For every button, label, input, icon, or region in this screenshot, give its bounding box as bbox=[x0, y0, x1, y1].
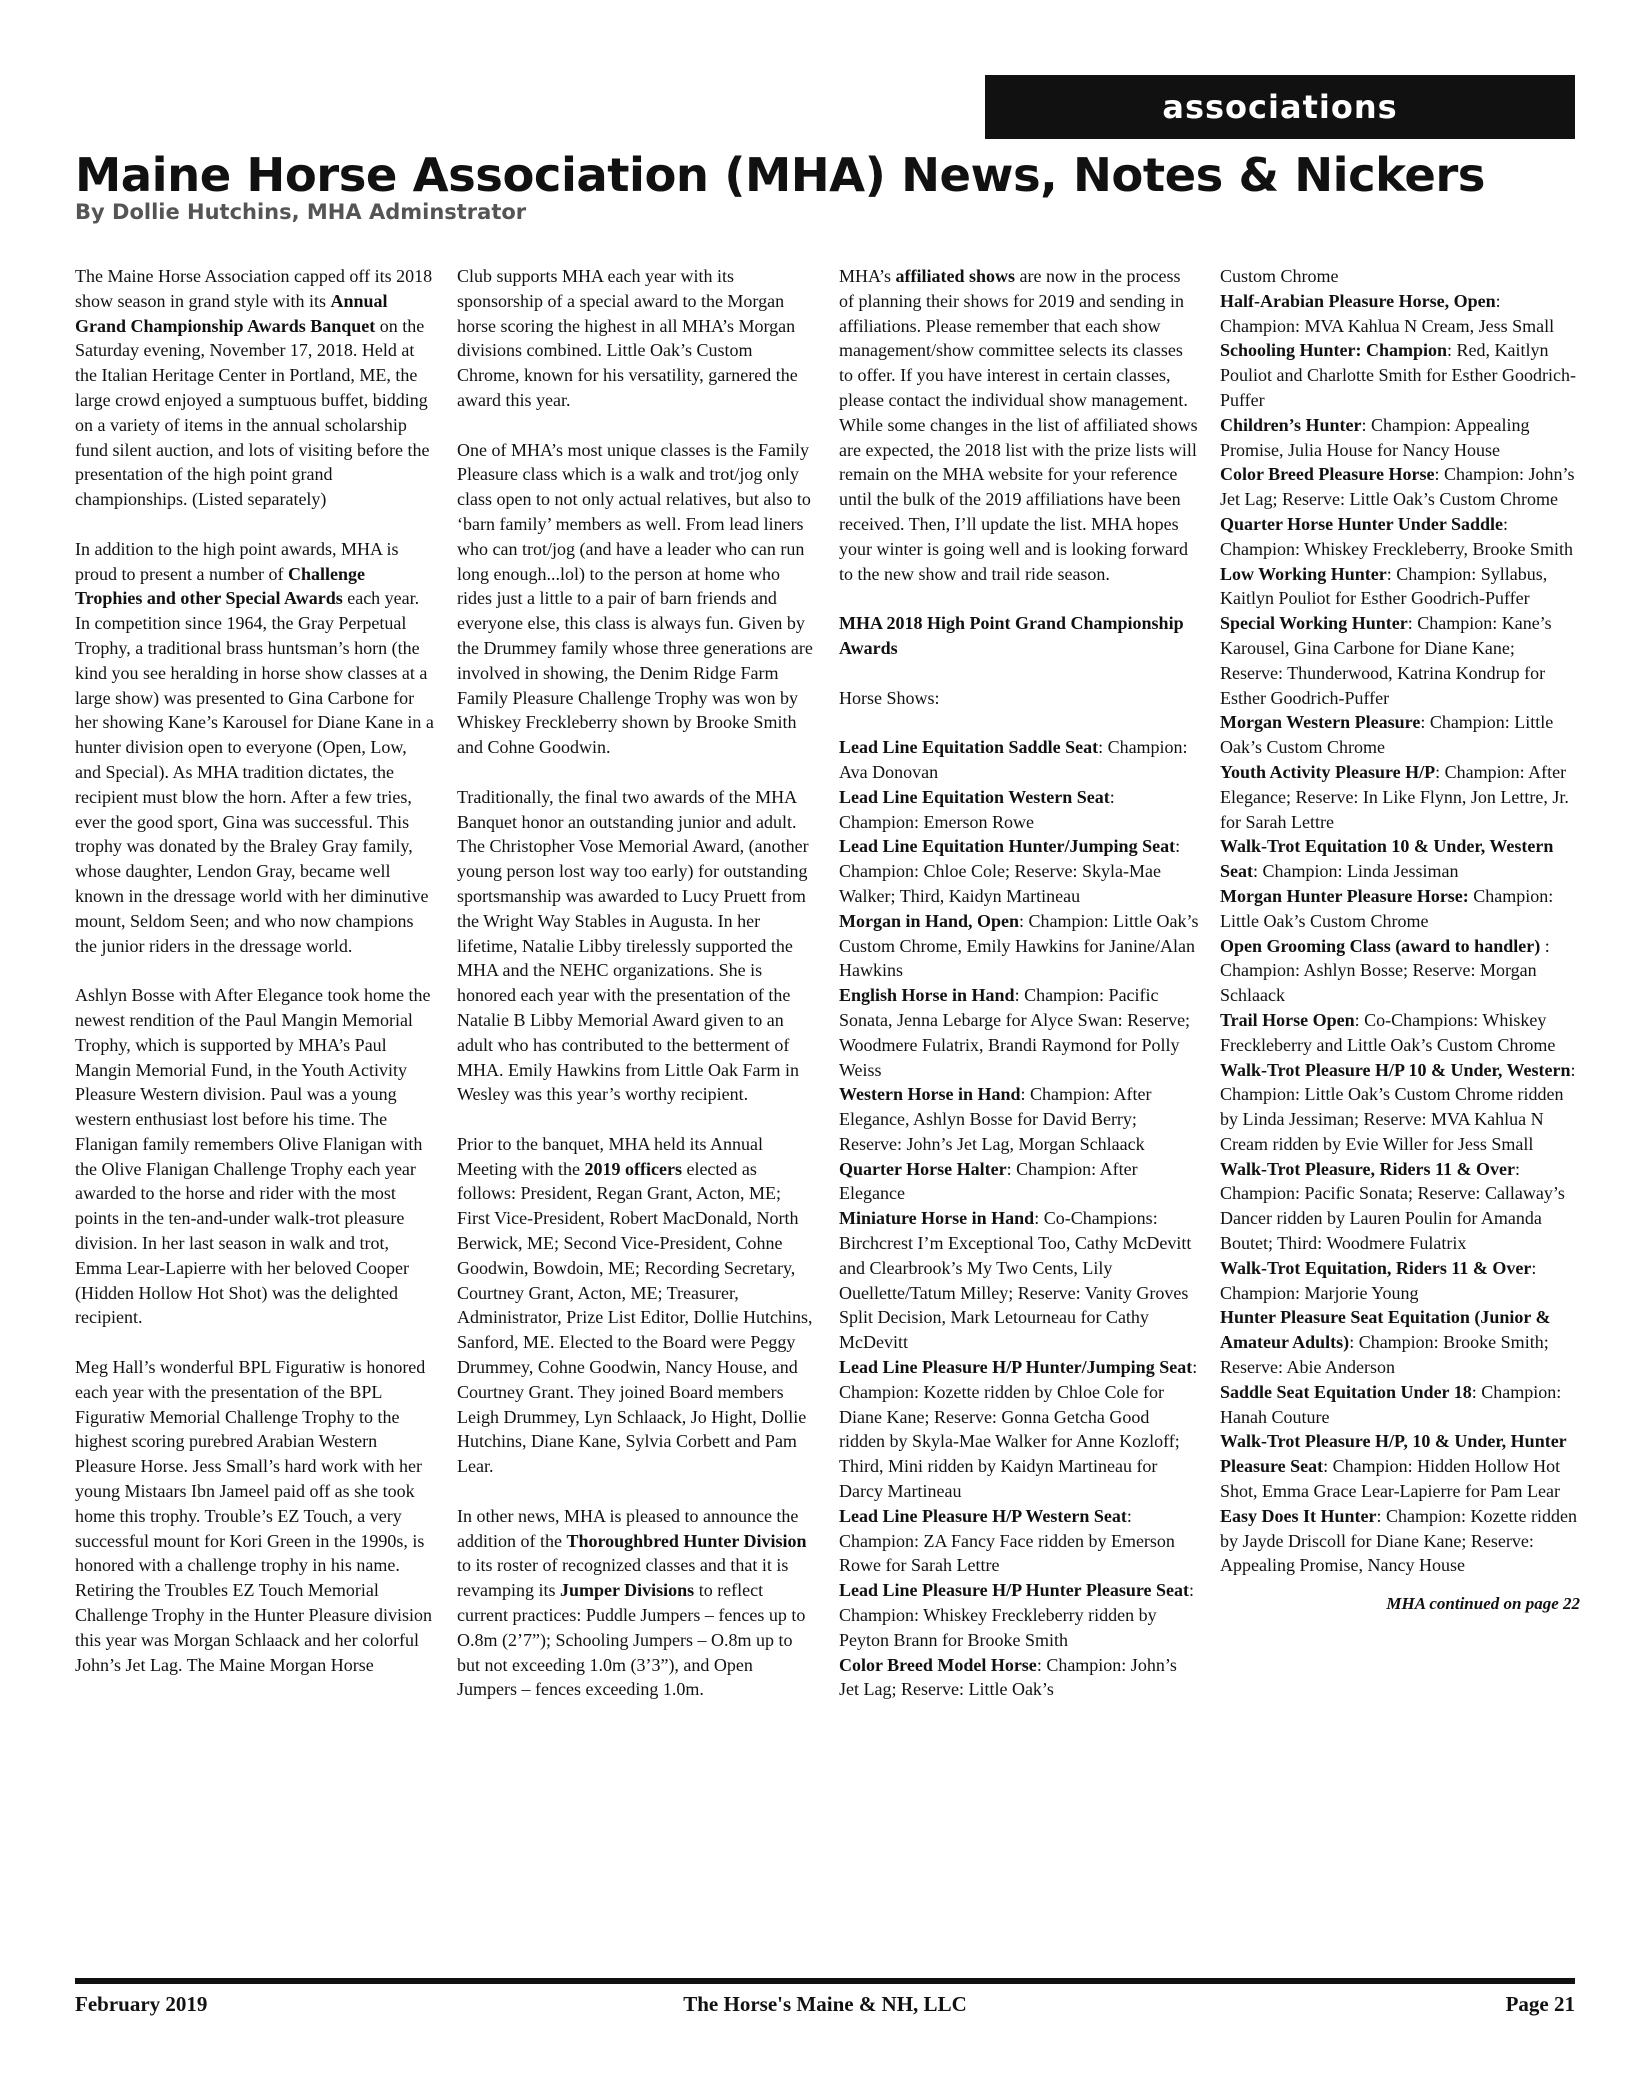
article-paragraph bbox=[75, 537, 435, 959]
text-run: : Champion: Marjorie Young bbox=[1220, 1257, 1537, 1303]
bold-run: Walk-Trot Pleasure, Riders 11 & Over bbox=[1220, 1158, 1515, 1179]
text-run: Champion: Little Oak’s Custom Chrome bbox=[1220, 885, 1554, 931]
award-entry bbox=[1220, 289, 1580, 339]
section-label: associations bbox=[985, 75, 1575, 139]
award-entry bbox=[1220, 710, 1580, 760]
text-run: In addition to the high point awards, MHA is proud to present a number of bbox=[75, 538, 399, 584]
award-entry bbox=[1220, 1008, 1580, 1058]
article-paragraph bbox=[457, 438, 817, 760]
bold-run: Low Working Hunter bbox=[1220, 563, 1387, 584]
bold-run: affiliated shows bbox=[895, 266, 1016, 286]
bold-run: Special Working Hunter bbox=[1220, 613, 1408, 634]
bold-run: Half-Arabian Pleasure Horse, Open bbox=[1220, 290, 1496, 311]
article-headline: Maine Horse Association (MHA) News, Notes & Nickers bbox=[75, 148, 1485, 202]
award-entry bbox=[1220, 611, 1580, 710]
article-paragraph bbox=[75, 264, 435, 512]
bold-run: Easy Does It Hunter bbox=[1220, 1505, 1377, 1526]
award-entry bbox=[1220, 884, 1580, 934]
text-run: : Champion: Ashlyn Bosse; Reserve: Morgan Schlaack bbox=[1220, 935, 1550, 1006]
text-run: : Champion: Linda Jessiman bbox=[1253, 861, 1459, 882]
text-run: Prior to the banquet, MHA held its Annual Meeting with the bbox=[457, 1133, 763, 1179]
award-entry bbox=[839, 1653, 1199, 1703]
bold-run: Lead Line Pleasure H/P Hunter/Jumping Seat bbox=[839, 1357, 1193, 1378]
text-run: : Champion: Syllabus, Kaitlyn Pouliot for Esther Goodrich-Puffer bbox=[1220, 563, 1548, 609]
award-entry bbox=[1220, 934, 1580, 1008]
text-run: Ashlyn Bosse with After Elegance took home the newest rendition of the Paul Mangin Memorial Trophy, which is supported by MHA’s Paul Mangin Memorial Fund, in the Youth Activity Pleasure Western division. Paul was a young western enthusiast lost before his time. The Flanigan family remembers Olive Flanigan with the Olive Flanigan Challenge Trophy each year awarded to the horse and rider with the most points in the ten-and-under walk-trot pleasure division. In her last season in walk and trot, Emma Lear-Lapierre with her beloved Cooper (Hidden Hollow Hot Shot) was the delighted recipient. bbox=[75, 985, 431, 1328]
bold-run: Lead Line Pleasure H/P Western Seat bbox=[839, 1505, 1127, 1526]
text-run: Custom Chrome bbox=[1220, 266, 1339, 286]
bold-run: Morgan Western Pleasure bbox=[1220, 712, 1421, 733]
bold-run: Lead Line Equitation Hunter/Jumping Seat bbox=[839, 836, 1176, 857]
award-entry bbox=[1220, 1058, 1580, 1157]
text-run: : Champion: After Elegance bbox=[839, 1158, 1138, 1204]
award-entry bbox=[839, 785, 1199, 835]
text-run: on the Saturday evening, November 17, 2018. Held at the Italian Heritage Center in Portland, ME, the large crowd enjoyed a sumptuous buffet, bidding on a variety of items in the annual scholarship fund silent auction, and lots of visiting before the presentation of the high point grand championships. (Listed separately) bbox=[75, 315, 430, 510]
text-run: One of MHA’s most unique classes is the Family Pleasure class which is a walk and trot/jog only class open to not only actual relatives, but also to ‘barn family’ members as well. From lead liners who can trot/jog (and have a leader who can run long enough...lol) to the person at home who rides just a little to a pair of barn friends and everyone else, this class is always fun. Given by the Drummey family whose three generations are involved in showing, the Denim Ridge Farm Family Pleasure Challenge Trophy was won by Whiskey Freckleberry shown by Brooke Smith and Cohne Goodwin. bbox=[457, 439, 813, 758]
text-run: Club supports MHA each year with its sponsorship of a special award to the Morgan horse scoring the highest in all MHA’s Morgan divisions combined. Little Oak’s Custom Chrome, known for his versatility, garnered the award this year. bbox=[457, 266, 798, 410]
bold-run: Children’s Hunter bbox=[1220, 414, 1362, 435]
bold-run: Hunter Pleasure Seat Equitation (Junior & Amateur Adults) bbox=[1220, 1307, 1551, 1353]
award-entry bbox=[1220, 413, 1580, 463]
bold-run: Walk-Trot Equitation, Riders 11 & Over bbox=[1220, 1257, 1532, 1278]
article-paragraph bbox=[75, 1355, 435, 1677]
award-entry bbox=[1220, 1380, 1580, 1430]
bold-run: Lead Line Equitation Saddle Seat bbox=[839, 737, 1099, 758]
award-entry bbox=[839, 909, 1199, 983]
award-entry bbox=[1220, 338, 1580, 412]
text-run: Traditionally, the final two awards of the MHA Banquet honor an outstanding junior and adult. The Christopher Vose Memorial Award, (another young person lost way too early) for outstanding sportsmanship was awarded to Lucy Pruett from the Wright Way Stables in Augusta. In her lifetime, Natalie Libby tirelessly supported the MHA and the NEHC organizations. She is honored each year with the presentation of the Natalie B Libby Memorial Award given to an adult who has contributed to the betterment of MHA. Emily Hawkins from Little Oak Farm in Wesley was this year’s worthy recipient. bbox=[457, 786, 809, 1105]
text-run: : Champion: Kozette ridden by Chloe Cole for Diane Kane; Reserve: Gonna Getcha Good ridden by Skyla-Mae Walker for Anne Kozloff; Third, Mini ridden by Kaidyn Martineau for Darcy Martineau bbox=[839, 1357, 1198, 1502]
article-paragraph bbox=[457, 264, 817, 413]
text-run: : Champion: Little Oak’s Custom Chrome bbox=[1220, 712, 1554, 758]
article-paragraph bbox=[839, 264, 1199, 586]
text-run: : Champion: Hidden Hollow Hot Shot, Emma Grace Lear-Lapierre for Pam Lear bbox=[1220, 1456, 1561, 1502]
award-entry bbox=[839, 1082, 1199, 1156]
text-run: : Champion: Little Oak’s Custom Chrome, Emily Hawkins for Janine/Alan Hawkins bbox=[839, 910, 1199, 981]
text-run: : Champion: Pacific Sonata; Reserve: Callaway’s Dancer ridden by Lauren Poulin for Amanda Boutet; Third: Woodmere Fulatrix bbox=[1220, 1158, 1565, 1254]
text-run: In other news, MHA is pleased to announce the addition of the bbox=[457, 1505, 799, 1551]
footer-page-number: Page 21 bbox=[1505, 1992, 1575, 2016]
bold-run: Quarter Horse Halter bbox=[839, 1158, 1007, 1179]
text-run: : Champion: After Elegance; Reserve: In Like Flynn, Jon Lettre, Jr. for Sarah Lettre bbox=[1220, 761, 1569, 832]
text-run: : Champion: Kozette ridden by Jayde Driscoll for Diane Kane; Reserve: Appealing Promise, Nancy House bbox=[1220, 1505, 1577, 1576]
text-run: : Champion: Little Oak’s Custom Chrome ridden by Linda Jessiman; Reserve: MVA Kahlua N Cream ridden by Evie Willer for Jess Small bbox=[1220, 1059, 1576, 1154]
article-paragraph bbox=[457, 1132, 817, 1479]
text-run: : Champion: Appealing Promise, Julia House for Nancy House bbox=[1220, 414, 1530, 460]
text-run: : Champion: Kane’s Karousel, Gina Carbone for Diane Kane; Reserve: Thunderwood, Katrina Kondrup for Esther Goodrich-Puffer bbox=[1220, 613, 1552, 708]
bold-run: Lead Line Equitation Western Seat bbox=[839, 786, 1110, 807]
awards-list-column-3 bbox=[839, 735, 1199, 1702]
footer-rule bbox=[75, 1978, 1575, 1984]
bold-run: Schooling Hunter: Champion bbox=[1220, 340, 1448, 361]
article-paragraph bbox=[75, 983, 435, 1330]
bold-run: Lead Line Pleasure H/P Hunter Pleasure Seat bbox=[839, 1580, 1189, 1601]
text-run: : Champion: Ava Donovan bbox=[839, 737, 1188, 782]
bold-run: Quarter Horse Hunter Under Saddle bbox=[1220, 513, 1503, 534]
award-entry bbox=[839, 1504, 1199, 1578]
award-entry bbox=[1220, 834, 1580, 884]
award-entry bbox=[1220, 1157, 1580, 1256]
text-run: Meg Hall’s wonderful BPL Figuratiw is honored each year with the presentation of the BPL Figuratiw Memorial Challenge Trophy to the highest scoring purebred Arabian Western Pleasure Horse. Jess Small’s hard work with her young Mistaars Ibn Jameel paid off as she took home this trophy. Trouble’s EZ Touch, a very successful mount for Kori Green in the 1990s, is honored with a challenge trophy in his name. Retiring the Troubles EZ Touch Memorial Challenge Trophy in the Hunter Pleasure division this year was Morgan Schlaack and her colorful John’s Jet Lag. The Maine Morgan Horse bbox=[75, 1357, 432, 1675]
text-run: : Champion: Whiskey Freckleberry, Brooke Smith bbox=[1220, 513, 1573, 559]
bold-run: Trail Horse Open bbox=[1220, 1009, 1355, 1030]
text-run: : Champion: After Elegance, Ashlyn Bosse for David Berry; Reserve: John’s Jet Lag, Morgan Schlaack bbox=[839, 1084, 1152, 1154]
text-run: : Champion: John’s Jet Lag; Reserve: Little Oak’s Custom Chrome bbox=[1220, 464, 1575, 510]
bold-run: Jumper Divisions bbox=[559, 1580, 695, 1601]
text-run: : Red, Kaitlyn Pouliot and Charlotte Smith for Esther Goodrich-Puffer bbox=[1220, 340, 1576, 410]
award-entry bbox=[1220, 562, 1580, 612]
bold-run: Morgan Hunter Pleasure Horse: bbox=[1220, 885, 1469, 906]
text-column-2 bbox=[457, 264, 817, 1702]
text-column-3 bbox=[839, 264, 1199, 1702]
bold-run: Walk-Trot Pleasure H/P 10 & Under, Western bbox=[1220, 1059, 1571, 1080]
award-entry bbox=[1220, 1256, 1580, 1306]
bold-run: Walk-Trot Equitation 10 & Under, Western Seat bbox=[1220, 836, 1554, 882]
text-run: The Maine Horse Association capped off its 2018 show season in grand style with its bbox=[75, 266, 433, 311]
text-run: : Champion: Whiskey Freckleberry ridden by Peyton Brann for Brooke Smith bbox=[839, 1580, 1195, 1650]
award-entry bbox=[1220, 462, 1580, 512]
bold-run: Walk-Trot Pleasure H/P, 10 & Under, Hunter Pleasure Seat bbox=[1220, 1431, 1567, 1477]
text-column-1 bbox=[75, 264, 435, 1677]
article-paragraph bbox=[457, 1504, 817, 1702]
bold-run: Morgan in Hand, Open bbox=[839, 910, 1020, 931]
bold-run: Saddle Seat Equitation Under 18 bbox=[1220, 1381, 1472, 1402]
bold-run: Western Horse in Hand bbox=[839, 1084, 1021, 1105]
footer-publication: The Horse's Maine & NH, LLC bbox=[683, 1992, 967, 2016]
text-run: : Champion: Brooke Smith; Reserve: Abie Anderson bbox=[1220, 1332, 1549, 1378]
footer-date: February 2019 bbox=[75, 1992, 208, 2016]
bold-run: Thoroughbred Hunter Division bbox=[566, 1530, 807, 1551]
bold-run: Miniature Horse in Hand bbox=[839, 1208, 1035, 1229]
text-run: : Champion: Pacific Sonata, Jenna Lebarge for Alyce Swan: Reserve; Woodmere Fulatrix, Brandi Raymond for Polly Weiss bbox=[839, 985, 1191, 1080]
text-run: : Champion: MVA Kahlua N Cream, Jess Small bbox=[1220, 290, 1555, 336]
award-entry bbox=[1220, 1429, 1580, 1503]
text-run: are now in the process of planning their shows for 2019 and sending in affiliations. Please remember that each show management/show committee selects its classes to offer. If you have interest in certain classes, please contact the individual show management. While some changes in the list of affiliated shows are expected, the 2018 list with the prize lists will remain on the MHA website for your reference until the bulk of the 2019 affiliations have been received. Then, I’ll update the list. MHA hopes your winter is going well and is looking forward to the new show and trail ride season. bbox=[839, 266, 1198, 584]
award-entry bbox=[1220, 1305, 1580, 1379]
text-column-4 bbox=[1220, 264, 1580, 1617]
award-entry bbox=[1220, 760, 1580, 834]
bold-run: Open Grooming Class (award to handler) bbox=[1220, 935, 1541, 956]
text-run: : Champion: Hanah Couture bbox=[1220, 1381, 1562, 1427]
text-run: : Champion: Chloe Cole; Reserve: Skyla-Mae Walker; Third, Kaidyn Martineau bbox=[839, 836, 1181, 906]
award-entry bbox=[839, 983, 1199, 1082]
text-run: : Co-Champions: Birchcrest I’m Exceptional Too, Cathy McDevitt and Clearbrook’s My Two Cents, Lily Ouellette/Tatum Milley; Reserve: Vanity Groves Split Decision, Mark Letourneau for Cathy McDevitt bbox=[839, 1208, 1192, 1353]
text-run: : Champion: Emerson Rowe bbox=[839, 786, 1115, 832]
text-run: : Co-Champions: Whiskey Freckleberry and Little Oak’s Custom Chrome bbox=[1220, 1009, 1556, 1055]
award-entry bbox=[839, 1206, 1199, 1355]
text-run: : Champion: John’s Jet Lag; Reserve: Little Oak’s bbox=[839, 1654, 1177, 1700]
article-paragraph bbox=[457, 785, 817, 1107]
text-run: elected as follows: President, Regan Grant, Acton, ME; First Vice-President, Robert MacDonald, North Berwick, ME; Second Vice-President, Cohne Goodwin, Bowdoin, ME; Recording Secretary, Courtney Grant, Acton, ME; Treasurer, Administrator, Prize List Editor, Dollie Hutchins, Sanford, ME. Elected to the Board were Peggy Drummey, Cohne Goodwin, Nancy House, and Courtney Grant. They joined Board members Leigh Drummey, Lyn Schlaack, Jo Hight, Dollie Hutchins, Diane Kane, Sylvia Corbett and Pam Lear. bbox=[457, 1158, 813, 1477]
awards-heading: MHA 2018 High Point Grand Championship Awards bbox=[839, 613, 1184, 658]
bold-run: 2019 officers bbox=[584, 1158, 682, 1179]
bold-run: Color Breed Model Horse bbox=[839, 1654, 1037, 1675]
article-byline: By Dollie Hutchins, MHA Adminstrator bbox=[75, 200, 527, 224]
text-run: to reflect current practices: Puddle Jumpers – fences up to O.8m (2’7”); Schooling Jumpers – O.8m up to but not exceeding 1.0m (3’3”), and Open Jumpers – fences exceeding 1.0m. bbox=[457, 1580, 806, 1700]
award-entry bbox=[1220, 1504, 1580, 1578]
continued-note: MHA continued on page 22 bbox=[1386, 1594, 1580, 1614]
award-entry bbox=[839, 1157, 1199, 1207]
text-run: each year. In competition since 1964, the Gray Perpetual Trophy, a traditional brass huntsman’s horn (the kind you see heralding in horse show classes at a large show) was presented to Gina Carbone for her showing Kane’s Karousel for Diane Kane in a hunter division open to everyone (Open, Low, and Special). As MHA tradition dictates, the recipient must blow the horn. After a few tries, ever the good sport, Gina was successful. This trophy was donated by the Braley Gray family, whose daughter, Lendon Gray, became well known in the dressage world with her diminutive mount, Seldom Seen; and who now champions the junior riders in the dressage world. bbox=[75, 588, 434, 956]
award-entry bbox=[839, 834, 1199, 908]
award-entry bbox=[839, 1578, 1199, 1652]
award-entry bbox=[839, 1355, 1199, 1504]
bold-run: Challenge Trophies and other Special Awards bbox=[75, 563, 365, 609]
bold-run: Annual Grand Championship Awards Banquet bbox=[75, 290, 388, 336]
affiliated-shows-paragraph bbox=[839, 264, 1199, 586]
bold-run: English Horse in Hand bbox=[839, 985, 1015, 1006]
text-run: to its roster of recognized classes and that it is revamping its bbox=[457, 1555, 789, 1601]
bold-run: Youth Activity Pleasure H/P bbox=[1220, 761, 1436, 782]
award-entry bbox=[839, 735, 1199, 785]
awards-list-column-4 bbox=[1220, 264, 1580, 1578]
bold-run: Color Breed Pleasure Horse bbox=[1220, 464, 1435, 485]
award-entry bbox=[1220, 512, 1580, 562]
horse-shows-label: Horse Shows: bbox=[839, 687, 940, 708]
award-entry bbox=[1220, 264, 1580, 289]
text-run: : Champion: ZA Fancy Face ridden by Emerson Rowe for Sarah Lettre bbox=[839, 1505, 1175, 1576]
text-run: MHA’s bbox=[839, 266, 896, 286]
